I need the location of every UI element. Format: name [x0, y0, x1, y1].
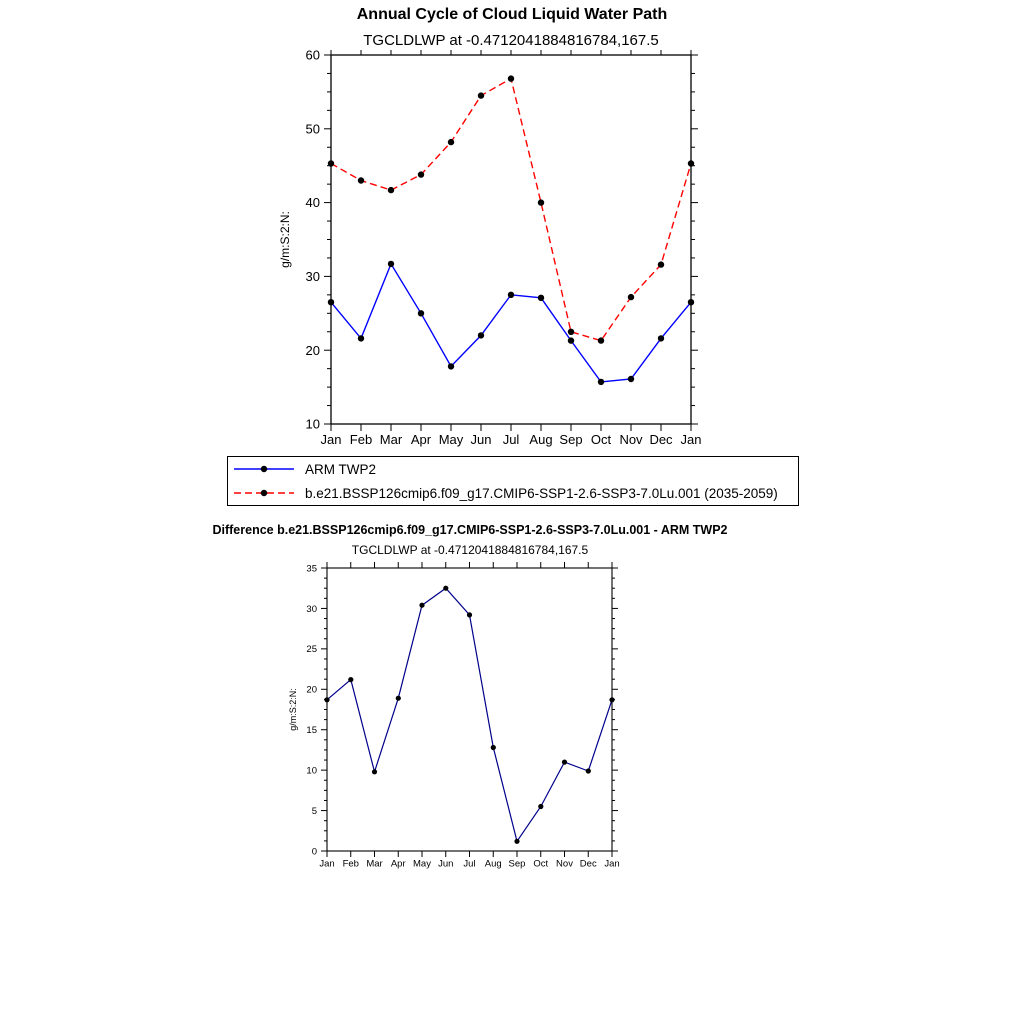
svg-text:May: May [413, 858, 431, 870]
data-point-marker [443, 586, 448, 591]
svg-text:Oct: Oct [533, 858, 549, 870]
legend-sample-marker [261, 466, 267, 472]
axis-ticks [324, 50, 698, 431]
data-point-marker [396, 696, 401, 701]
svg-text:Nov: Nov [556, 858, 573, 870]
data-point-marker [538, 199, 544, 205]
svg-text:0: 0 [311, 846, 317, 858]
svg-text:Mar: Mar [366, 858, 383, 870]
data-point-marker [388, 261, 394, 267]
svg-text:20: 20 [305, 342, 320, 358]
data-point-marker [598, 379, 604, 385]
data-point-marker [598, 337, 604, 343]
data-point-marker [491, 745, 496, 750]
data-point-marker [628, 294, 634, 300]
svg-text:10: 10 [305, 416, 320, 432]
data-point-marker [586, 768, 591, 773]
svg-text:Oct: Oct [590, 432, 612, 447]
data-point-marker [358, 177, 364, 183]
data-point-marker [538, 295, 544, 301]
axis-ticks [321, 562, 618, 857]
svg-text:25: 25 [306, 644, 317, 656]
svg-text:Jun: Jun [470, 432, 492, 447]
legend-line-sample-blue [233, 463, 297, 475]
data-point-marker [418, 171, 424, 177]
y-axis-label: g/m:S:2:N: [288, 688, 298, 731]
svg-text:Aug: Aug [529, 432, 553, 447]
series-1 [328, 75, 694, 343]
data-point-marker [568, 329, 574, 335]
legend-entry-model [228, 481, 798, 505]
axis-tick-labels [306, 50, 702, 447]
svg-text:Jan: Jan [680, 432, 702, 447]
data-point-marker [628, 376, 634, 382]
svg-text:30: 30 [306, 603, 317, 615]
svg-text:Apr: Apr [410, 432, 432, 447]
data-point-marker [388, 187, 394, 193]
svg-text:Aug: Aug [484, 858, 502, 870]
data-point-marker [508, 75, 514, 81]
top-chart-title: Annual Cycle of Cloud Liquid Water Path [356, 6, 668, 23]
data-point-marker [448, 139, 454, 145]
top-chart-subtitle: TGCLDLWP at -0.4712041884816784,167.5 [363, 32, 659, 49]
series-0-line [331, 264, 691, 382]
svg-text:Jun: Jun [438, 858, 454, 870]
svg-text:Sep: Sep [508, 858, 526, 870]
axis-tick-labels [306, 563, 619, 869]
data-point-marker [658, 335, 664, 341]
data-point-marker [372, 769, 377, 774]
svg-text:Dec: Dec [579, 858, 597, 870]
svg-text:Sep: Sep [559, 432, 583, 447]
data-point-marker [658, 261, 664, 267]
data-point-marker [562, 760, 567, 765]
svg-text:40: 40 [305, 195, 320, 211]
data-point-marker [478, 332, 484, 338]
series-0-line [327, 588, 612, 841]
data-point-marker [348, 677, 353, 682]
svg-text:Jul: Jul [463, 858, 476, 870]
bottom-chart-subtitle: TGCLDLWP at -0.4712041884816784,167.5 [351, 543, 589, 557]
series-0 [324, 586, 614, 844]
svg-text:Feb: Feb [342, 858, 359, 870]
svg-text:Jan: Jan [319, 858, 335, 870]
plot-frame [327, 568, 612, 851]
top-chart-plot [250, 50, 770, 452]
svg-text:Jul: Jul [502, 432, 520, 447]
svg-text:15: 15 [306, 725, 317, 737]
data-point-marker [538, 804, 543, 809]
legend-label: ARM TWP2 [305, 461, 377, 477]
svg-text:May: May [438, 432, 464, 447]
data-point-marker [514, 839, 519, 844]
legend-label: b.e21.BSSP126cmip6.f09_g17.CMIP6-SSP1-2.6-SSP3-7.0Lu.001 (2035-2059) [305, 485, 778, 501]
data-point-marker [467, 612, 472, 617]
legend-line-sample-red-dashed [233, 487, 297, 499]
svg-text:5: 5 [311, 805, 317, 817]
bottom-chart-title: Difference b.e21.BSSP126cmip6.f09_g17.CMIP6-SSP1-2.6-SSP3-7.0Lu.001 - ARM TWP2 [212, 523, 728, 537]
y-axis-label: g/m:S:2:N: [278, 211, 292, 268]
data-point-marker [419, 603, 424, 608]
data-point-marker [448, 363, 454, 369]
bottom-chart-plot [280, 560, 652, 872]
svg-text:50: 50 [305, 121, 320, 137]
svg-text:Mar: Mar [379, 432, 403, 447]
svg-text:30: 30 [305, 268, 320, 284]
data-point-marker [508, 292, 514, 298]
svg-text:Apr: Apr [390, 858, 406, 870]
svg-text:Jan: Jan [320, 432, 342, 447]
series-1-line [331, 79, 691, 341]
svg-text:35: 35 [306, 563, 317, 575]
svg-text:10: 10 [306, 765, 317, 777]
data-point-marker [568, 337, 574, 343]
series-0 [328, 261, 694, 385]
svg-text:Dec: Dec [649, 432, 673, 447]
data-point-marker [358, 335, 364, 341]
legend-box [227, 456, 799, 506]
plot-frame [331, 55, 691, 424]
data-point-marker [478, 92, 484, 98]
legend-sample-marker [261, 490, 267, 496]
svg-text:20: 20 [306, 684, 317, 696]
data-point-marker [418, 310, 424, 316]
svg-text:Nov: Nov [619, 432, 643, 447]
legend-entry-arm-twp2 [228, 457, 798, 481]
svg-text:Feb: Feb [349, 432, 373, 447]
svg-text:Jan: Jan [604, 858, 620, 870]
svg-text:60: 60 [305, 50, 320, 63]
